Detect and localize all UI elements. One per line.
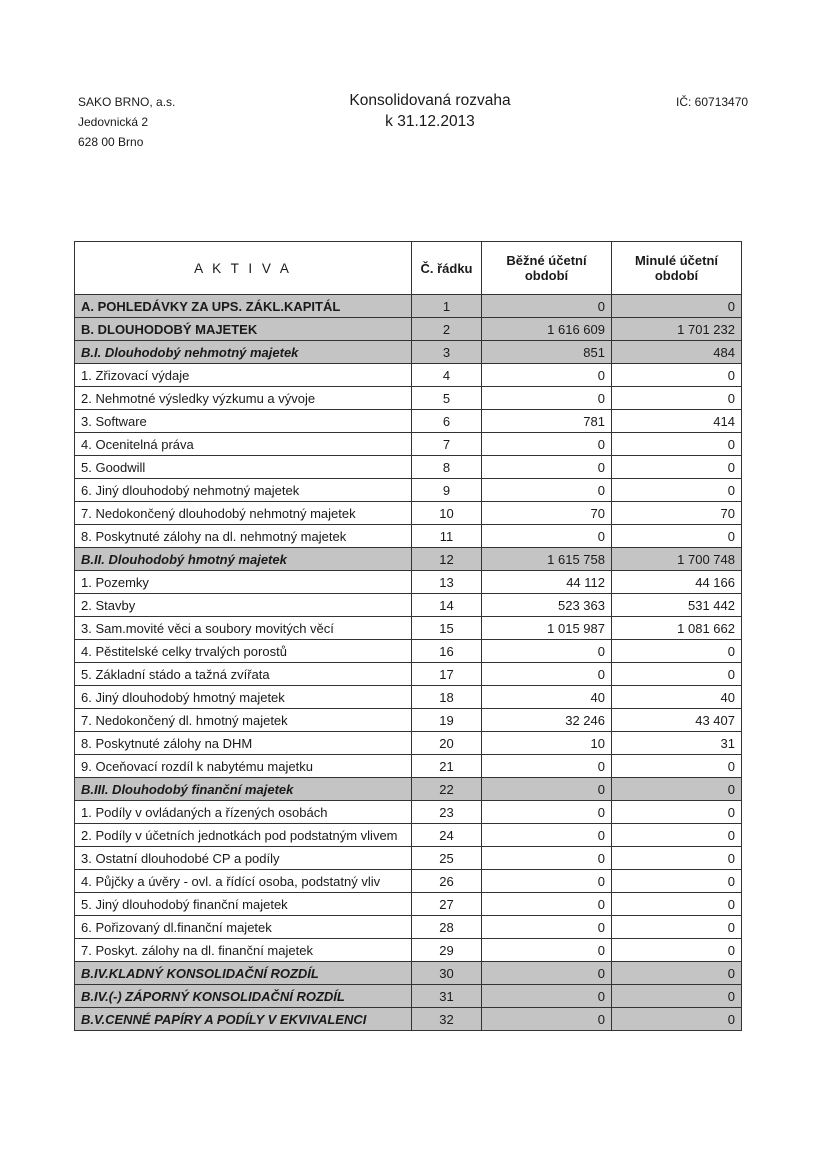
document-title-block — [320, 90, 540, 132]
row-previous-value: 0 — [612, 663, 742, 686]
row-current-value: 44 112 — [482, 571, 612, 594]
row-previous-value: 1 700 748 — [612, 548, 742, 571]
header-aktiva: A K T I V A — [75, 242, 412, 295]
row-previous-value: 0 — [612, 985, 742, 1008]
row-label: 9. Oceňovací rozdíl k nabytému majetku — [75, 755, 412, 778]
row-label: 2. Podíly v účetních jednotkách pod podstatným vlivem — [75, 824, 412, 847]
company-address-block — [78, 92, 175, 152]
row-number: 32 — [412, 1008, 482, 1031]
row-number: 15 — [412, 617, 482, 640]
row-label: B.IV.KLADNÝ KONSOLIDAČNÍ ROZDÍL — [75, 962, 412, 985]
row-current-value: 1 615 758 — [482, 548, 612, 571]
row-current-value: 0 — [482, 479, 612, 502]
row-current-value: 0 — [482, 387, 612, 410]
row-current-value: 0 — [482, 640, 612, 663]
row-label: 2. Nehmotné výsledky výzkumu a vývoje — [75, 387, 412, 410]
table-row — [75, 433, 742, 456]
row-current-value: 0 — [482, 916, 612, 939]
row-current-value: 0 — [482, 985, 612, 1008]
row-label: 6. Pořizovaný dl.finanční majetek — [75, 916, 412, 939]
row-label: B.III. Dlouhodobý finanční majetek — [75, 778, 412, 801]
company-city: 628 00 Brno — [78, 135, 144, 149]
row-number: 26 — [412, 870, 482, 893]
row-number: 16 — [412, 640, 482, 663]
table-row — [75, 456, 742, 479]
row-number: 27 — [412, 893, 482, 916]
row-number: 20 — [412, 732, 482, 755]
row-previous-value: 0 — [612, 870, 742, 893]
header-row-number: Č. řádku — [412, 242, 482, 295]
table-row — [75, 318, 742, 341]
row-current-value: 0 — [482, 893, 612, 916]
row-previous-value: 44 166 — [612, 571, 742, 594]
table-row — [75, 893, 742, 916]
row-label: 7. Nedokončený dlouhodobý nehmotný majetek — [75, 502, 412, 525]
row-label: 7. Nedokončený dl. hmotný majetek — [75, 709, 412, 732]
row-previous-value: 1 081 662 — [612, 617, 742, 640]
row-previous-value: 0 — [612, 916, 742, 939]
row-label: 1. Zřizovací výdaje — [75, 364, 412, 387]
table-row — [75, 479, 742, 502]
row-label: 3. Software — [75, 410, 412, 433]
row-label: 5. Goodwill — [75, 456, 412, 479]
row-current-value: 0 — [482, 364, 612, 387]
table-row — [75, 755, 742, 778]
row-number: 7 — [412, 433, 482, 456]
row-number: 21 — [412, 755, 482, 778]
table-row — [75, 525, 742, 548]
table-row — [75, 916, 742, 939]
row-label: 3. Sam.movité věci a soubory movitých věcí — [75, 617, 412, 640]
row-label: B.II. Dlouhodobý hmotný majetek — [75, 548, 412, 571]
table-row — [75, 571, 742, 594]
table-row — [75, 387, 742, 410]
row-number: 2 — [412, 318, 482, 341]
row-label: 6. Jiný dlouhodobý nehmotný majetek — [75, 479, 412, 502]
table-row — [75, 801, 742, 824]
row-current-value: 0 — [482, 962, 612, 985]
row-number: 25 — [412, 847, 482, 870]
row-label: 6. Jiný dlouhodobý hmotný majetek — [75, 686, 412, 709]
row-previous-value: 0 — [612, 847, 742, 870]
row-current-value: 0 — [482, 456, 612, 479]
row-current-value: 0 — [482, 1008, 612, 1031]
company-id: IČ: 60713470 — [676, 95, 749, 109]
company-street: Jedovnická 2 — [78, 115, 149, 129]
table-row — [75, 640, 742, 663]
row-previous-value: 1 701 232 — [612, 318, 742, 341]
table-row — [75, 594, 742, 617]
row-number: 5 — [412, 387, 482, 410]
row-number: 22 — [412, 778, 482, 801]
row-current-value: 0 — [482, 939, 612, 962]
row-current-value: 0 — [482, 663, 612, 686]
row-current-value: 40 — [482, 686, 612, 709]
row-number: 30 — [412, 962, 482, 985]
table-row — [75, 985, 742, 1008]
row-current-value: 32 246 — [482, 709, 612, 732]
table-row — [75, 709, 742, 732]
table-row — [75, 939, 742, 962]
row-number: 4 — [412, 364, 482, 387]
row-current-value: 0 — [482, 870, 612, 893]
row-current-value: 1 015 987 — [482, 617, 612, 640]
row-previous-value: 484 — [612, 341, 742, 364]
row-previous-value: 40 — [612, 686, 742, 709]
row-previous-value: 70 — [612, 502, 742, 525]
table-row — [75, 686, 742, 709]
row-label: 2. Stavby — [75, 594, 412, 617]
row-number: 19 — [412, 709, 482, 732]
table-row — [75, 295, 742, 318]
row-previous-value: 0 — [612, 893, 742, 916]
company-name: SAKO BRNO, a.s. — [78, 95, 176, 109]
row-label: A. POHLEDÁVKY ZA UPS. ZÁKL.KAPITÁL — [75, 295, 412, 318]
row-number: 8 — [412, 456, 482, 479]
row-previous-value: 0 — [612, 824, 742, 847]
table-row — [75, 663, 742, 686]
row-label: 3. Ostatní dlouhodobé CP a podíly — [75, 847, 412, 870]
row-number: 29 — [412, 939, 482, 962]
row-current-value: 851 — [482, 341, 612, 364]
row-number: 13 — [412, 571, 482, 594]
row-previous-value: 0 — [612, 962, 742, 985]
row-number: 23 — [412, 801, 482, 824]
row-label: 1. Pozemky — [75, 571, 412, 594]
row-previous-value: 0 — [612, 1008, 742, 1031]
row-number: 18 — [412, 686, 482, 709]
row-previous-value: 0 — [612, 755, 742, 778]
row-label: 8. Poskytnuté zálohy na dl. nehmotný majetek — [75, 525, 412, 548]
row-current-value: 0 — [482, 778, 612, 801]
row-previous-value: 0 — [612, 640, 742, 663]
row-previous-value: 0 — [612, 939, 742, 962]
row-number: 3 — [412, 341, 482, 364]
row-label: 4. Půjčky a úvěry - ovl. a řídící osoba, podstatný vliv — [75, 870, 412, 893]
table-row — [75, 617, 742, 640]
row-label: B.IV.(-) ZÁPORNÝ KONSOLIDAČNÍ ROZDÍL — [75, 985, 412, 1008]
row-current-value: 0 — [482, 755, 612, 778]
row-number: 1 — [412, 295, 482, 318]
row-number: 17 — [412, 663, 482, 686]
table-row — [75, 847, 742, 870]
table-row — [75, 778, 742, 801]
row-current-value: 523 363 — [482, 594, 612, 617]
table-row — [75, 870, 742, 893]
row-number: 14 — [412, 594, 482, 617]
row-previous-value: 0 — [612, 778, 742, 801]
row-current-value: 0 — [482, 433, 612, 456]
table-row — [75, 1008, 742, 1031]
row-label: B. DLOUHODOBÝ MAJETEK — [75, 318, 412, 341]
row-number: 28 — [412, 916, 482, 939]
row-previous-value: 31 — [612, 732, 742, 755]
document-title: Konsolidovaná rozvaha — [349, 92, 511, 109]
table-row — [75, 732, 742, 755]
table-row — [75, 548, 742, 571]
row-label: B.I. Dlouhodobý nehmotný majetek — [75, 341, 412, 364]
row-previous-value: 0 — [612, 387, 742, 410]
table-header-row — [75, 242, 742, 295]
header-previous-period: Minulé účetní období — [612, 242, 742, 295]
row-previous-value: 43 407 — [612, 709, 742, 732]
row-number: 12 — [412, 548, 482, 571]
row-number: 11 — [412, 525, 482, 548]
row-previous-value: 531 442 — [612, 594, 742, 617]
table-row — [75, 341, 742, 364]
row-current-value: 0 — [482, 525, 612, 548]
table-row — [75, 824, 742, 847]
header-current-period: Běžné účetní období — [482, 242, 612, 295]
balance-sheet-table — [74, 241, 742, 1031]
row-current-value: 0 — [482, 801, 612, 824]
row-number: 31 — [412, 985, 482, 1008]
row-number: 6 — [412, 410, 482, 433]
row-previous-value: 0 — [612, 801, 742, 824]
row-previous-value: 0 — [612, 525, 742, 548]
row-label: 5. Jiný dlouhodobý finanční majetek — [75, 893, 412, 916]
row-previous-value: 0 — [612, 456, 742, 479]
row-current-value: 10 — [482, 732, 612, 755]
row-current-value: 70 — [482, 502, 612, 525]
row-current-value: 0 — [482, 847, 612, 870]
row-previous-value: 414 — [612, 410, 742, 433]
row-current-value: 1 616 609 — [482, 318, 612, 341]
row-previous-value: 0 — [612, 364, 742, 387]
row-label: 7. Poskyt. zálohy na dl. finanční majetek — [75, 939, 412, 962]
table-row — [75, 502, 742, 525]
table-row — [75, 364, 742, 387]
row-label: 8. Poskytnuté zálohy na DHM — [75, 732, 412, 755]
row-label: B.V.CENNÉ PAPÍRY A PODÍLY V EKVIVALENCI — [75, 1008, 412, 1031]
table-row — [75, 962, 742, 985]
row-label: 4. Ocenitelná práva — [75, 433, 412, 456]
row-label: 1. Podíly v ovládaných a řízených osobách — [75, 801, 412, 824]
row-previous-value: 0 — [612, 479, 742, 502]
row-number: 9 — [412, 479, 482, 502]
row-current-value: 0 — [482, 295, 612, 318]
row-current-value: 781 — [482, 410, 612, 433]
row-number: 10 — [412, 502, 482, 525]
row-previous-value: 0 — [612, 295, 742, 318]
row-current-value: 0 — [482, 824, 612, 847]
row-number: 24 — [412, 824, 482, 847]
row-label: 5. Základní stádo a tažná zvířata — [75, 663, 412, 686]
document-date: k 31.12.2013 — [385, 113, 475, 130]
row-label: 4. Pěstitelské celky trvalých porostů — [75, 640, 412, 663]
table-row — [75, 410, 742, 433]
row-previous-value: 0 — [612, 433, 742, 456]
